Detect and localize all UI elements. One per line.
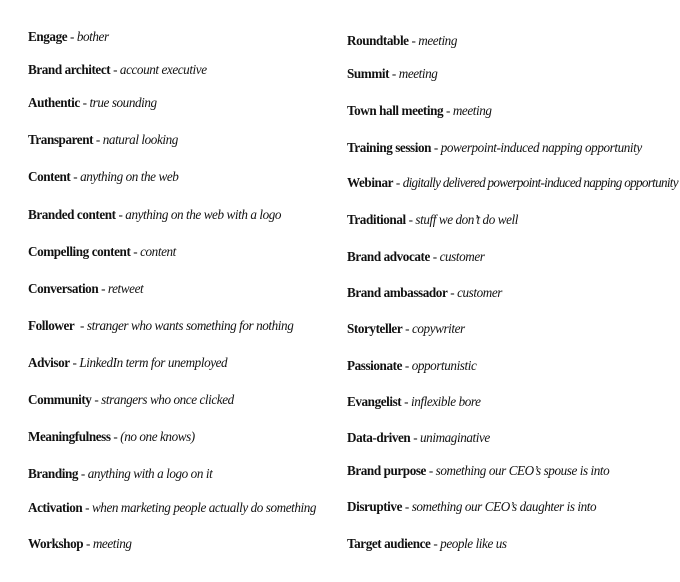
glossary-entry	[347, 359, 476, 375]
entry-term: Community	[28, 393, 92, 408]
glossary-entry	[347, 67, 437, 83]
entry-definition: natural looking	[102, 133, 178, 148]
entry-separator: -	[130, 245, 141, 260]
glossary-entry	[347, 464, 609, 480]
glossary-entry	[28, 245, 176, 261]
entry-definition: anything with a logo on it	[87, 467, 213, 482]
entry-term: Follower	[28, 319, 75, 334]
entry-term: Brand advocate	[347, 250, 430, 265]
entry-definition: anything on the web	[80, 170, 179, 185]
glossary-entry	[28, 501, 316, 517]
entry-term: Workshop	[28, 537, 84, 552]
entry-definition: copywriter	[411, 322, 465, 337]
entry-term: Activation	[28, 501, 83, 516]
entry-definition: LinkedIn term for unemployed	[79, 356, 228, 371]
entry-separator: -	[431, 141, 441, 156]
entry-term: Conversation	[28, 282, 99, 297]
entry-definition: meeting	[92, 537, 132, 552]
entry-term: Transparent	[28, 133, 94, 148]
entry-term: Meaningfulness	[28, 430, 111, 445]
entry-term: Engage	[28, 30, 68, 45]
entry-separator: -	[83, 537, 93, 552]
glossary-entry	[347, 34, 457, 50]
entry-separator: -	[443, 104, 453, 119]
entry-separator: -	[67, 30, 77, 45]
entry-separator: -	[401, 395, 411, 410]
entry-separator: -	[79, 96, 90, 111]
entry-definition: content	[140, 245, 176, 260]
glossary-entry	[347, 213, 518, 229]
entry-definition: unimaginative	[420, 431, 490, 446]
entry-definition: meeting	[398, 67, 438, 82]
entry-separator: -	[389, 67, 399, 82]
entry-separator: -	[78, 467, 88, 482]
entry-term: Branding	[28, 467, 79, 482]
glossary-entry	[28, 30, 109, 46]
entry-definition: bother	[76, 30, 109, 45]
entry-definition: retweet	[107, 282, 144, 297]
glossary-entry	[28, 467, 212, 483]
entry-definition: something our CEO’s spouse is into	[435, 464, 610, 479]
entry-definition: meeting	[452, 104, 492, 119]
entry-definition: (no one knows)	[120, 430, 195, 445]
glossary-entry	[28, 537, 132, 553]
entry-definition: powerpoint-induced napping opportunity	[440, 141, 642, 156]
entry-separator: -	[74, 319, 87, 334]
entry-separator: -	[402, 359, 412, 374]
entry-separator: -	[402, 322, 412, 337]
entry-separator: -	[447, 286, 458, 301]
entry-definition: customer	[439, 250, 485, 265]
glossary-entry	[347, 104, 492, 120]
entry-separator: -	[82, 501, 92, 516]
glossary-entry	[347, 537, 507, 553]
entry-separator: -	[115, 208, 126, 223]
glossary-entry	[28, 63, 207, 79]
entry-term: Brand purpose	[347, 464, 426, 479]
entry-separator: -	[110, 430, 121, 445]
entry-separator: -	[110, 63, 120, 78]
glossary-entry	[347, 322, 465, 338]
entry-term: Disruptive	[347, 500, 403, 515]
entry-term: Data-driven	[347, 431, 411, 446]
entry-separator: -	[70, 170, 81, 185]
entry-separator: -	[425, 464, 436, 479]
entry-definition: opportunistic	[411, 359, 477, 374]
entry-definition: true sounding	[89, 96, 157, 111]
entry-definition: stranger who wants something for nothing	[86, 319, 294, 334]
entry-term: Passionate	[347, 359, 403, 374]
entry-term: Roundtable	[347, 34, 409, 49]
entry-definition: inflexible bore	[410, 395, 481, 410]
entry-term: Authentic	[28, 96, 80, 111]
entry-separator: -	[98, 282, 108, 297]
entry-definition: something our CEO’s daughter is into	[411, 500, 597, 515]
entry-definition: customer	[457, 286, 502, 301]
glossary-entry	[28, 356, 227, 372]
entry-term: Compelling content	[28, 245, 131, 260]
entry-definition: stuff we don’t do well	[415, 213, 518, 228]
entry-definition: digitally delivered powerpoint-induced napping opportunity	[402, 176, 678, 191]
entry-separator: -	[393, 176, 403, 191]
entry-separator: -	[402, 500, 412, 515]
glossary-entry	[28, 170, 178, 186]
glossary-entry	[347, 395, 481, 411]
entry-definition: strangers who once clicked	[101, 393, 234, 408]
glossary-entry	[28, 319, 293, 335]
entry-separator: -	[430, 537, 441, 552]
entry-separator: -	[405, 213, 416, 228]
entry-separator: -	[410, 431, 421, 446]
entry-term: Traditional	[347, 213, 406, 228]
glossary-entry	[28, 133, 178, 149]
entry-definition: when marketing people actually do something	[91, 501, 317, 516]
entry-separator: -	[91, 393, 102, 408]
entry-term: Target audience	[347, 537, 431, 552]
entry-term: Brand architect	[28, 63, 111, 78]
glossary-entry	[28, 282, 143, 298]
glossary-entry	[347, 500, 596, 516]
glossary-entry	[28, 430, 195, 446]
entry-term: Webinar	[347, 176, 394, 191]
entry-definition: anything on the web with a logo	[125, 208, 282, 223]
entry-separator: -	[429, 250, 440, 265]
entry-term: Summit	[347, 67, 390, 82]
entry-term: Training session	[347, 141, 432, 156]
glossary-entry	[28, 208, 281, 224]
entry-separator: -	[408, 34, 419, 49]
entry-separator: -	[69, 356, 80, 371]
glossary-entry	[347, 431, 490, 447]
glossary-entry	[347, 176, 678, 192]
entry-term: Brand ambassador	[347, 286, 448, 301]
entry-term: Content	[28, 170, 71, 185]
entry-term: Storyteller	[347, 322, 403, 337]
entry-term: Town hall meeting	[347, 104, 444, 119]
entry-term: Branded content	[28, 208, 116, 223]
entry-separator: -	[93, 133, 103, 148]
entry-term: Evangelist	[347, 395, 402, 410]
glossary-entry	[347, 250, 484, 266]
glossary-entry	[28, 96, 157, 112]
entry-definition: meeting	[418, 34, 457, 49]
entry-term: Advisor	[28, 356, 70, 371]
glossary-entry	[28, 393, 234, 409]
entry-definition: account executive	[119, 63, 207, 78]
glossary-entry	[347, 141, 642, 157]
glossary-entry	[347, 286, 502, 302]
entry-definition: people like us	[440, 537, 507, 552]
